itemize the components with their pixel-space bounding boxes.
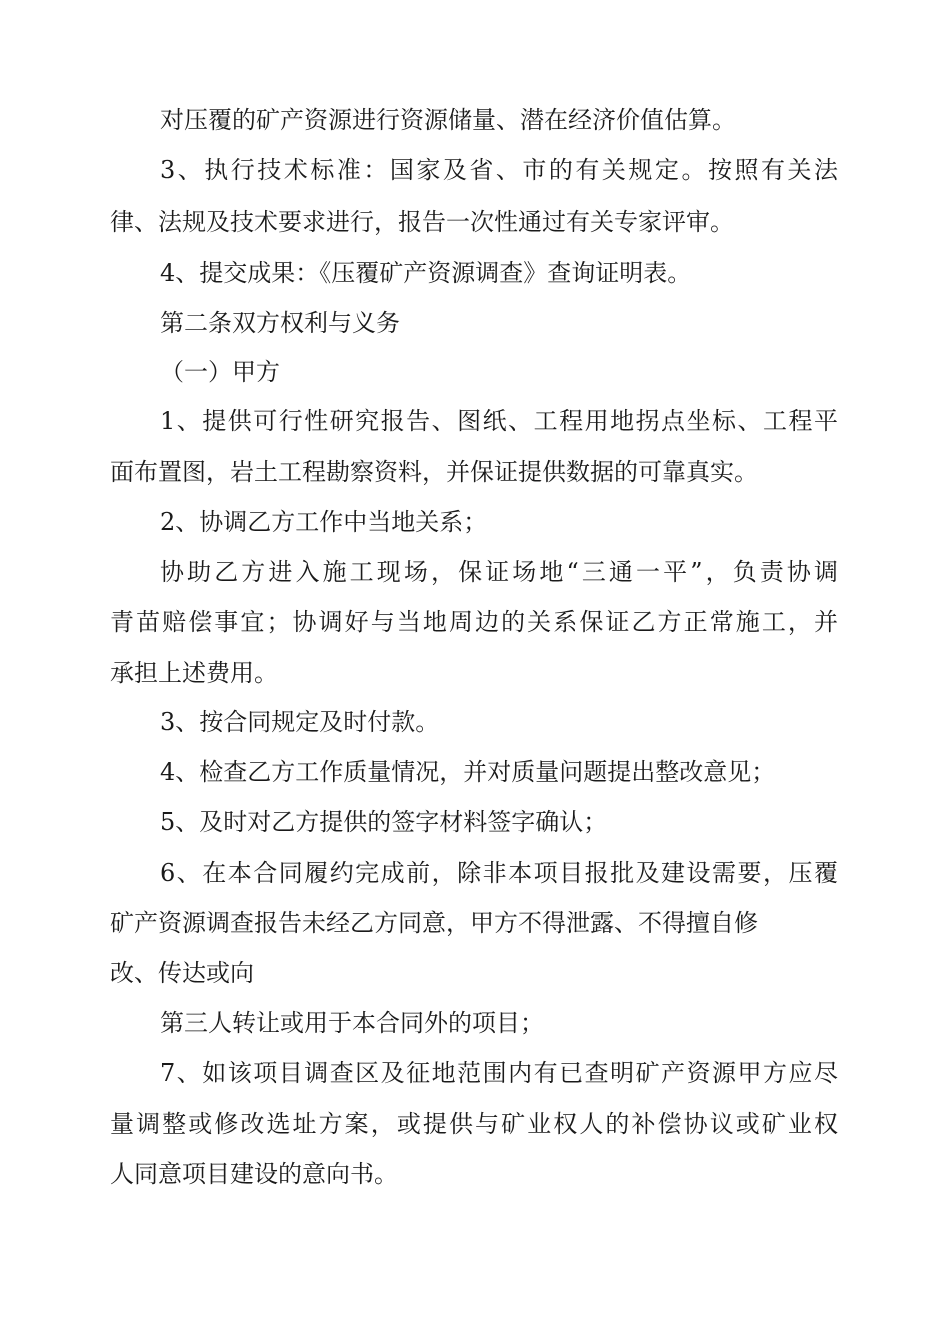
text-line: 7、如该项目调查区及征地范围内有已查明矿产资源甲方应尽 (160, 1059, 838, 1087)
text-line: 对压覆的矿产资源进行资源储量、潜在经济价值估算。 (160, 106, 736, 134)
text-line: 律、法规及技术要求进行，报告一次性通过有关专家评审。 (110, 208, 734, 236)
text-line: 3、按合同规定及时付款。 (160, 708, 440, 736)
text-line: 2、协调乙方工作中当地关系； (160, 508, 488, 536)
text-line: 人同意项目建设的意向书。 (110, 1160, 398, 1188)
text-line: 量调整或修改选址方案，或提供与矿业权人的补偿协议或矿业权 (110, 1110, 838, 1138)
text-line: 6、在本合同履约完成前，除非本项目报批及建设需要，压覆 (160, 859, 838, 887)
text-line: 面布置图，岩土工程勘察资料，并保证提供数据的可靠真实。 (110, 458, 758, 486)
text-line: 4、提交成果：《压覆矿产资源调查》查询证明表。 (160, 259, 692, 287)
text-line: 第三人转让或用于本合同外的项目； (160, 1009, 544, 1037)
text-line: 5、及时对乙方提供的签字材料签字确认； (160, 808, 608, 836)
subsection-heading: （一）甲方 (160, 358, 280, 386)
text-line: 4、检查乙方工作质量情况，并对质量问题提出整改意见； (160, 758, 776, 786)
text-line: 青苗赔偿事宜；协调好与当地周边的关系保证乙方正常施工，并 (110, 608, 838, 636)
text-line: 1、提供可行性研究报告、图纸、工程用地拐点坐标、工程平 (160, 407, 838, 435)
text-line: 3、执行技术标准：国家及省、市的有关规定。按照有关法 (160, 156, 838, 184)
section-heading: 第二条双方权利与义务 (160, 309, 400, 337)
text-line: 协助乙方进入施工现场，保证场地“三通一平”，负责协调 (160, 558, 838, 586)
text-line: 改、传达或向 (110, 959, 254, 987)
text-line: 矿产资源调查报告未经乙方同意，甲方不得泄露、不得擅自修 (110, 909, 758, 937)
text-line: 承担上述费用。 (110, 659, 278, 687)
